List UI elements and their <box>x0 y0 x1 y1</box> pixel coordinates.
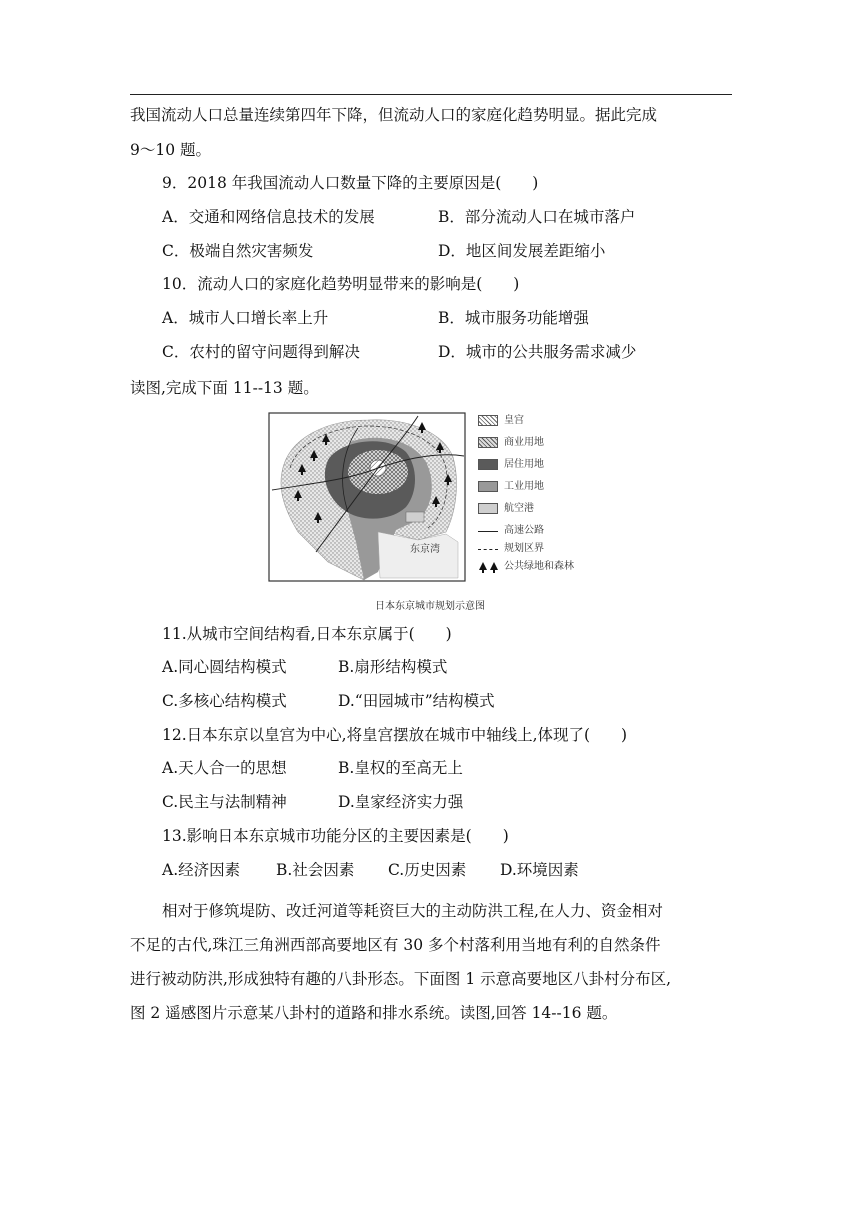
question-11-option-d: D.“田园城市”结构模式 <box>338 692 495 710</box>
question-10-option-a: A．城市人口增长率上升 <box>162 309 329 327</box>
question-10-stem: 10．流动人口的家庭化趋势明显带来的影响是( ) <box>162 275 520 293</box>
question-12-option-c: C.民主与法制精神 <box>162 793 287 811</box>
question-11-option-a: A.同心圆结构模式 <box>162 658 287 676</box>
header-rule <box>130 94 732 95</box>
question-12-stem: 12.日本东京以皇宫为中心,将皇宫摆放在城市中轴线上,体现了( ) <box>162 726 628 744</box>
map-drawing <box>268 412 468 584</box>
tokyo-planning-map: 东京湾 皇宫 商业用地 居住用地 工业用地 航空港 高速公路 规划区界 公共绿地和森林 <box>268 412 598 584</box>
question-9-option-a: A．交通和网络信息技术的发展 <box>162 208 375 226</box>
question-9-stem: 9．2018 年我国流动人口数量下降的主要原因是( ) <box>162 174 539 192</box>
question-13-option-b: B.社会因素 <box>276 861 355 879</box>
map-caption: 日本东京城市规划示意图 <box>375 601 485 612</box>
passage-line-3: 进行被动防洪,形成独特有趣的八卦形态。下面图 1 示意高要地区八卦村分布区, <box>130 970 672 988</box>
question-11-stem: 11.从城市空间结构看,日本东京属于( ) <box>162 625 452 643</box>
question-13-option-a: A.经济因素 <box>162 861 241 879</box>
question-12-option-a: A.天人合一的思想 <box>162 759 287 777</box>
question-10-option-d: D．城市的公共服务需求减少 <box>438 343 637 361</box>
question-13-stem: 13.影响日本东京城市功能分区的主要因素是( ) <box>162 827 509 845</box>
question-9-option-b: B．部分流动人口在城市落户 <box>438 208 636 226</box>
passage-line-4: 图 2 遥感图片示意某八卦村的道路和排水系统。读图,回答 14--16 题。 <box>130 1004 618 1022</box>
question-9-option-d: D．地区间发展差距缩小 <box>438 242 606 260</box>
question-13-option-c: C.历史因素 <box>388 861 467 879</box>
question-11-option-c: C.多核心结构模式 <box>162 692 287 710</box>
question-12-option-b: B.皇权的至高无上 <box>338 759 463 777</box>
passage-line-1: 相对于修筑堤防、改迁河道等耗资巨大的主动防洪工程,在人力、资金相对 <box>162 902 663 920</box>
passage-line-2: 不足的古代,珠江三角洲西部高要地区有 30 多个村落利用当地有利的自然条件 <box>130 936 661 954</box>
question-10-option-c: C．农村的留守问题得到解决 <box>162 343 360 361</box>
question-9-option-c: C．极端自然灾害频发 <box>162 242 314 260</box>
bay-label: 东京湾 <box>410 544 440 555</box>
intro-line-1: 我国流动人口总量连续第四年下降，但流动人口的家庭化趋势明显。据此完成 <box>130 106 658 124</box>
tree-icon <box>478 561 500 573</box>
question-12-option-d: D.皇家经济实力强 <box>338 793 464 811</box>
question-13-option-d: D.环境因素 <box>500 861 579 879</box>
question-11-option-b: B.扇形结构模式 <box>338 658 448 676</box>
map-instruction: 读图,完成下面 11--13 题。 <box>130 379 319 397</box>
question-10-option-b: B．城市服务功能增强 <box>438 309 589 327</box>
intro-line-2: 9～10 题。 <box>130 141 212 159</box>
